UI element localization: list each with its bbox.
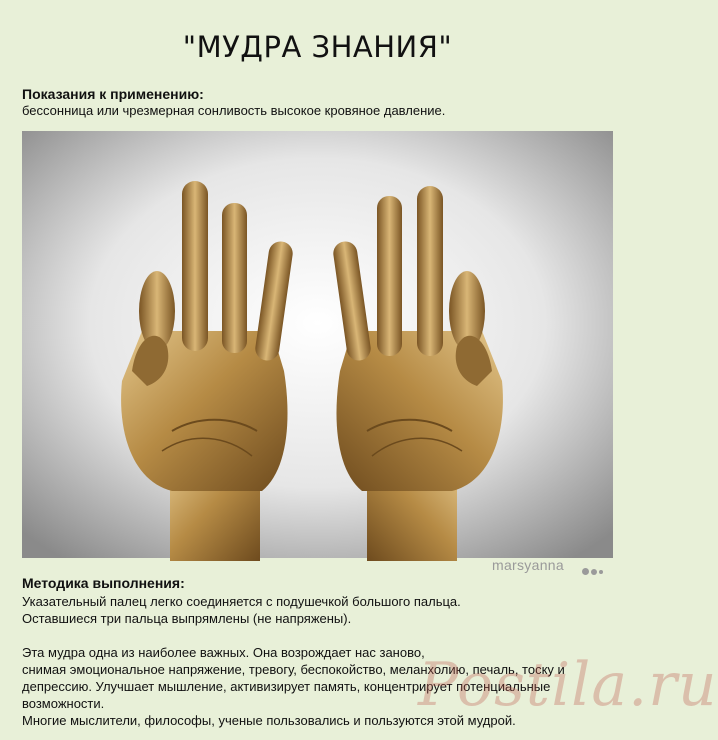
site-watermark-stamp: Postila.ru — [418, 650, 718, 720]
method-line-1: Указательный палец легко соединяется с подушечкой большого пальца. — [22, 594, 461, 609]
indications-text: бессонница или чрезмерная сонливость высокое кровяное давление. — [22, 103, 446, 118]
watermark-text: marsyanna — [492, 557, 564, 573]
method-paragraph-1: Эта мудра одна из наиболее важных. Она возрождает нас заново, — [22, 645, 425, 660]
method-line-2: Оставшиеся три пальца выпрямлены (не напряжены). — [22, 611, 352, 626]
hands-photo — [22, 131, 613, 558]
indications-heading: Показания к применению: — [22, 86, 204, 102]
dots-icon — [582, 563, 605, 581]
method-paragraph-2: снимая эмоциональное напряжение, тревогу, беспокойство, меланхолию, печаль, тоску и депрессию. Улучшает мышление, активизирует память, концентрирует потенциальные возможности. — [22, 662, 565, 711]
method-paragraph-3: Многие мыслители, философы, ученые пользовались и пользуются этой мудрой. — [22, 713, 516, 728]
page-title: "МУДРА ЗНАНИЯ" — [182, 30, 453, 64]
method-heading: Методика выполнения: — [22, 575, 185, 591]
